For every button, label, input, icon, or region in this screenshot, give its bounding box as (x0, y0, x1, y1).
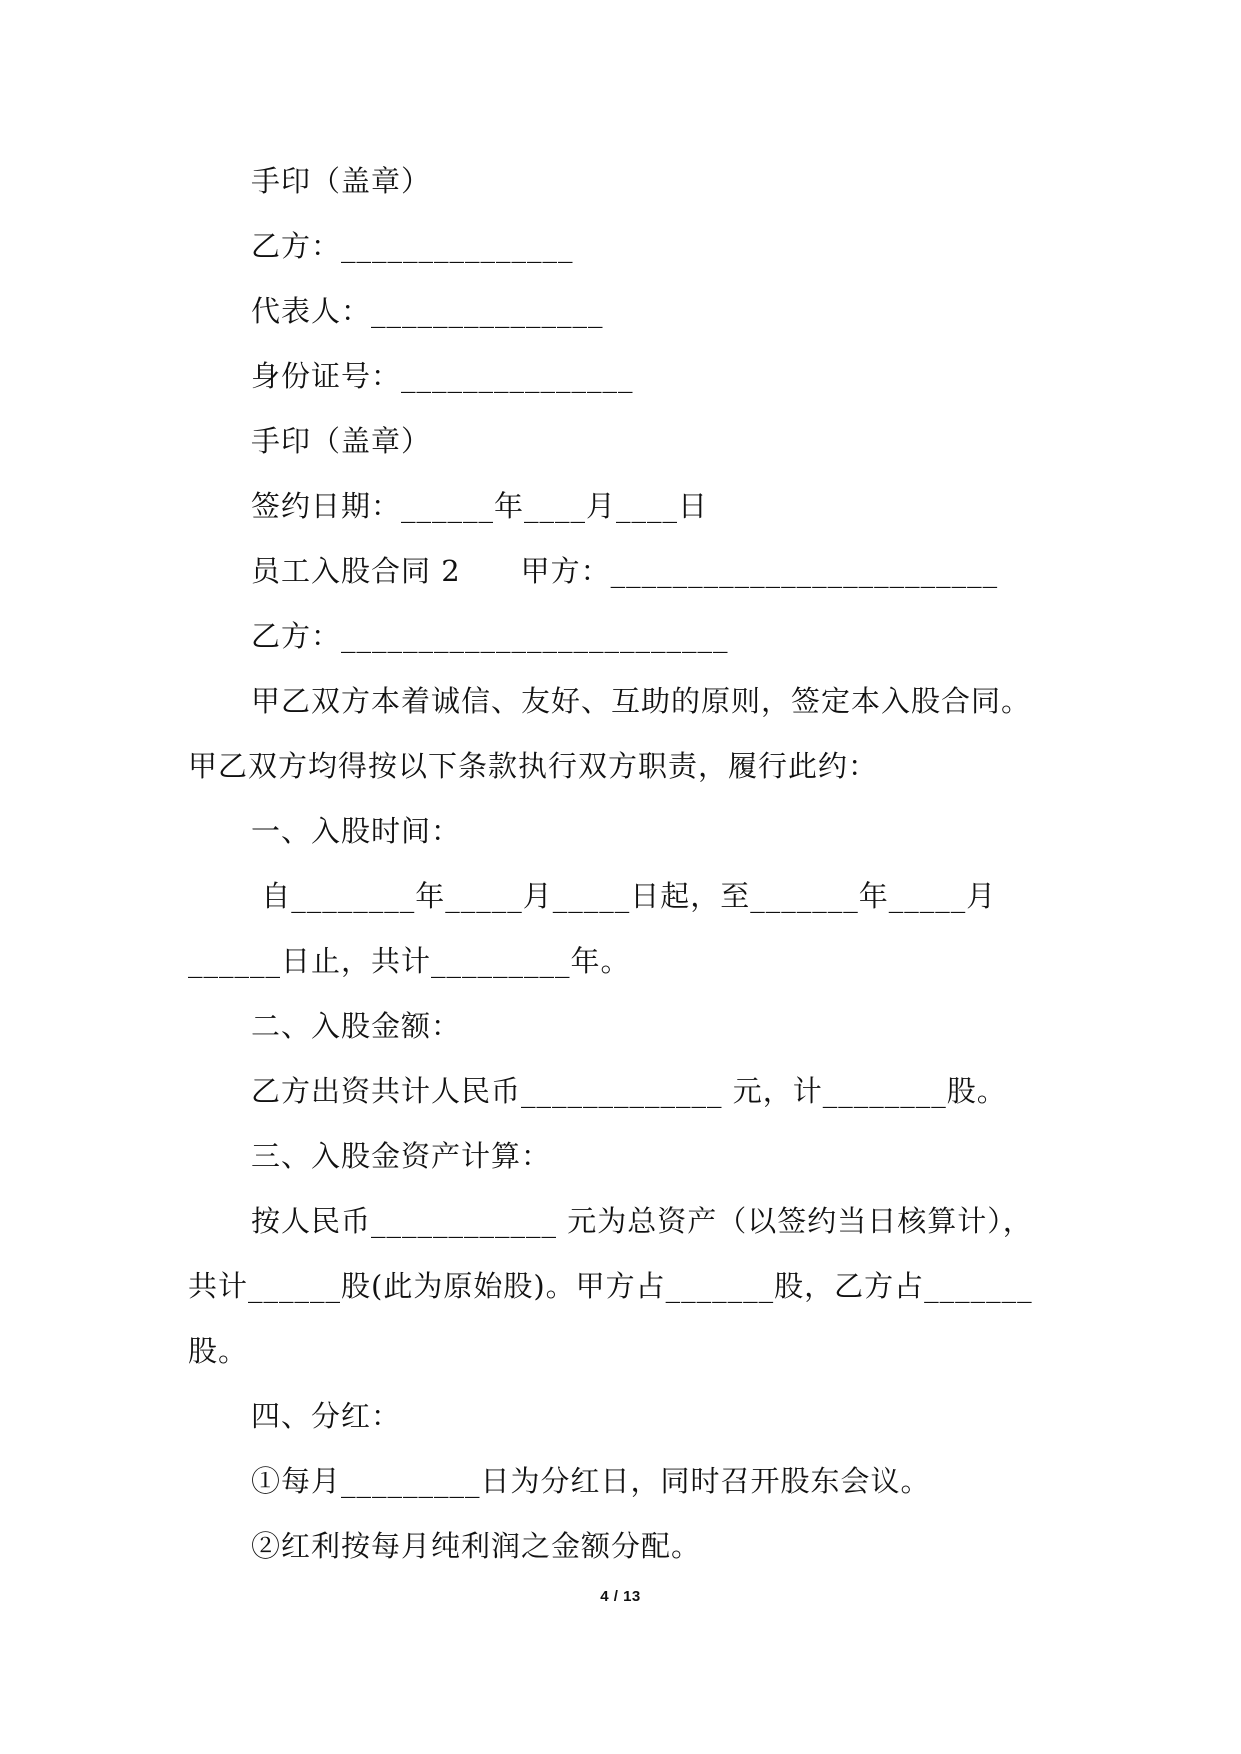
text-line: 甲乙双方均得按以下条款执行双方职责，履行此约： (188, 749, 879, 783)
text-line: 乙方出资共计人民币_____________ 元，计________股。 (251, 1074, 1007, 1108)
text-line: 一、入股时间： (251, 814, 462, 848)
text-line: ______日止，共计_________年。 (188, 944, 631, 978)
text-line: 手印（盖章） (251, 164, 432, 198)
text-line: ②红利按每月纯利润之金额分配。 (251, 1529, 702, 1563)
text-line: ①每月_________日为分红日，同时召开股东会议。 (251, 1464, 931, 1498)
text-line: 乙方：_______________ (251, 229, 574, 263)
text-line: 股。 (188, 1334, 249, 1368)
text-line: 共计______股(此为原始股)。甲方占_______股，乙方占_______ (188, 1269, 1033, 1303)
text-line: 手印（盖章） (251, 424, 432, 458)
text-line: 身份证号：_______________ (251, 359, 634, 393)
text-line: 代表人：_______________ (251, 294, 604, 328)
text-line: 乙方：_________________________ (251, 619, 729, 653)
text-line: 签约日期：______年____月____日 (251, 489, 709, 523)
text-line: 三、入股金资产计算： (251, 1139, 552, 1173)
text-line: 自________年_____月_____日起，至_______年_____月 (251, 879, 997, 913)
text-line: 四、分红： (251, 1399, 402, 1433)
text-line: 甲乙双方本着诚信、友好、互助的原则，签定本入股合同。 (251, 684, 1032, 718)
text-line: 按人民币____________ 元为总资产（以签约当日核算计）， (251, 1204, 1033, 1238)
text-line: 二、入股金额： (251, 1009, 462, 1043)
page-number: 4 / 13 (600, 1588, 641, 1605)
text-line: 员工入股合同 2 甲方：_________________________ (251, 554, 999, 588)
